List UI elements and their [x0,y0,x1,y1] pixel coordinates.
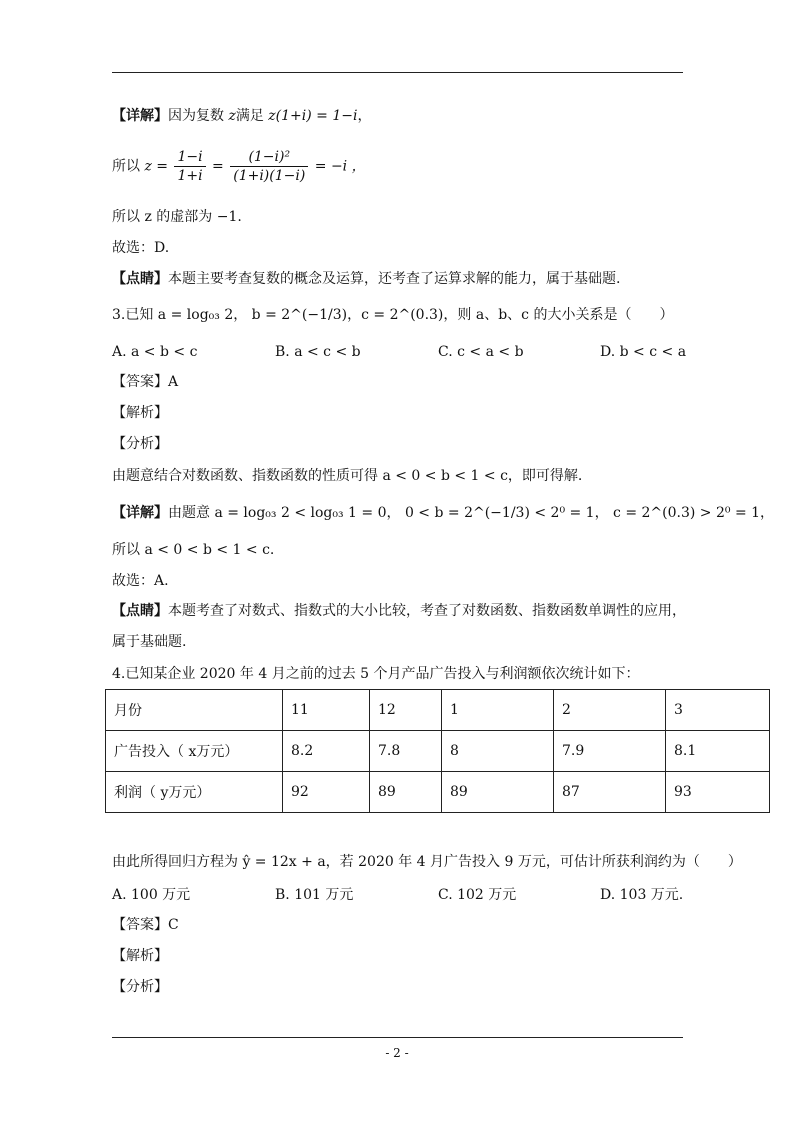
detail-line-1 [112,106,371,126]
table-cell: 89 [442,772,554,813]
q3-detail [112,503,774,523]
table-cell: 2 [554,690,666,731]
q3-comment-2: 属于基础题. [112,634,187,650]
comment-line-q2 [112,269,620,289]
table-cell: 8.1 [666,731,770,772]
detail-text-2: 满足 [235,108,264,124]
detail-line-2 [112,148,366,185]
table-cell: 89 [370,772,442,813]
detail-tag: 【详解】 [112,108,168,124]
table-cell: 1 [442,690,554,731]
table-cell: 7.8 [370,731,442,772]
q3-select: 故选：A. [112,573,169,589]
page-number: - 2 - [385,1046,409,1060]
table-cell: 92 [283,772,370,813]
fraction-1 [174,148,205,185]
z-equals: z = [144,158,169,175]
table-cell: 8 [442,731,554,772]
q4-answer: 【答案】C [112,917,179,933]
table-row [106,772,770,813]
q4-option-d: D. 103 万元. [600,887,684,903]
table-cell: 7.9 [554,731,666,772]
result-minus-i: = −i ， [314,158,366,175]
q3-option-d: D. b < c < a [600,344,687,360]
q4-jiexi: 【解析】 [112,948,168,964]
complex-equation: z(1+i) = 1−i [268,108,358,124]
q4-option-a: A. 100 万元 [112,887,191,903]
q3-option-b: B. a < c < b [275,344,361,360]
table-cell: 87 [554,772,666,813]
q3-comment [112,601,686,621]
q3-detail-text: 由题意 a = log₀₃ 2 < log₀₃ 1 = 0， 0 < b = 2^(−1/3) < 2⁰ = 1， c = 2^(0.3) > 2⁰ = 1， [168,505,775,521]
footer-rule [112,1037,683,1038]
table-row [106,731,770,772]
q3-detail-tag: 【详解】 [112,505,168,521]
q3-answer: 【答案】A [112,374,179,390]
comment-tag: 【点睛】 [112,271,168,287]
answer-select-d: 故选：D. [112,240,170,256]
q3-jiexi: 【解析】 [112,405,168,421]
q4-regression-text: 由此所得回归方程为 ŷ = 12x + a，若 2020 年 4 月广告投入 9 万元，可估计所获利润约为（ ） [112,854,742,870]
equals-sign: = [212,158,224,175]
table-cell: 93 [666,772,770,813]
detail-end: ， [357,108,372,124]
question-4: 4.已知某企业 2020 年 4 月之前的过去 5 个月产品广告投入与利润额依次统计如下： [112,666,640,682]
detail-text: 因为复数 [168,108,224,124]
table-cell: 12 [370,690,442,731]
q3-fenxi: 【分析】 [112,436,168,452]
q4-fenxi: 【分析】 [112,979,168,995]
table-row [106,690,770,731]
imag-part-line: 所以 z 的虚部为 −1. [112,209,242,225]
stats-table [105,689,770,813]
var-z: z [228,108,236,124]
table-cell: 月份 [106,690,283,731]
q3-comment-text: 本题考查了对数式、指数式的大小比较，考查了对数函数、指数函数单调性的应用， [168,603,686,619]
header-rule [112,72,683,73]
table-cell: 利润（ y万元） [106,772,283,813]
table-cell: 8.2 [283,731,370,772]
q3-option-c: C. c < a < b [438,344,524,360]
q4-option-c: C. 102 万元 [438,887,517,903]
fraction-1-den: 1+i [177,168,203,184]
fraction-1-num: 1−i [174,148,205,167]
q4-option-b: B. 101 万元 [275,887,354,903]
q3-option-a: A. a < b < c [112,344,198,360]
so-text: 所以 [112,158,140,175]
q3-comment-tag: 【点睛】 [112,603,168,619]
question-3: 3.已知 a = log₀₃ 2， b = 2^(−1/3)，c = 2^(0.3)，则 a、b、c 的大小关系是（ ） [112,307,674,323]
comment-text: 本题主要考查复数的概念及运算，还考查了运算求解的能力，属于基础题. [168,271,621,287]
table-cell: 广告投入（ x万元） [106,731,283,772]
table-cell: 11 [283,690,370,731]
table-cell: 3 [666,690,770,731]
q3-fenxi-text: 由题意结合对数函数、指数函数的性质可得 a < 0 < b < 1 < c，即可得解. [112,468,583,484]
q3-so: 所以 a < 0 < b < 1 < c. [112,542,275,558]
fraction-2-num: (1−i)² [230,148,308,167]
fraction-2 [230,148,308,185]
fraction-2-den: (1+i)(1−i) [233,168,306,184]
